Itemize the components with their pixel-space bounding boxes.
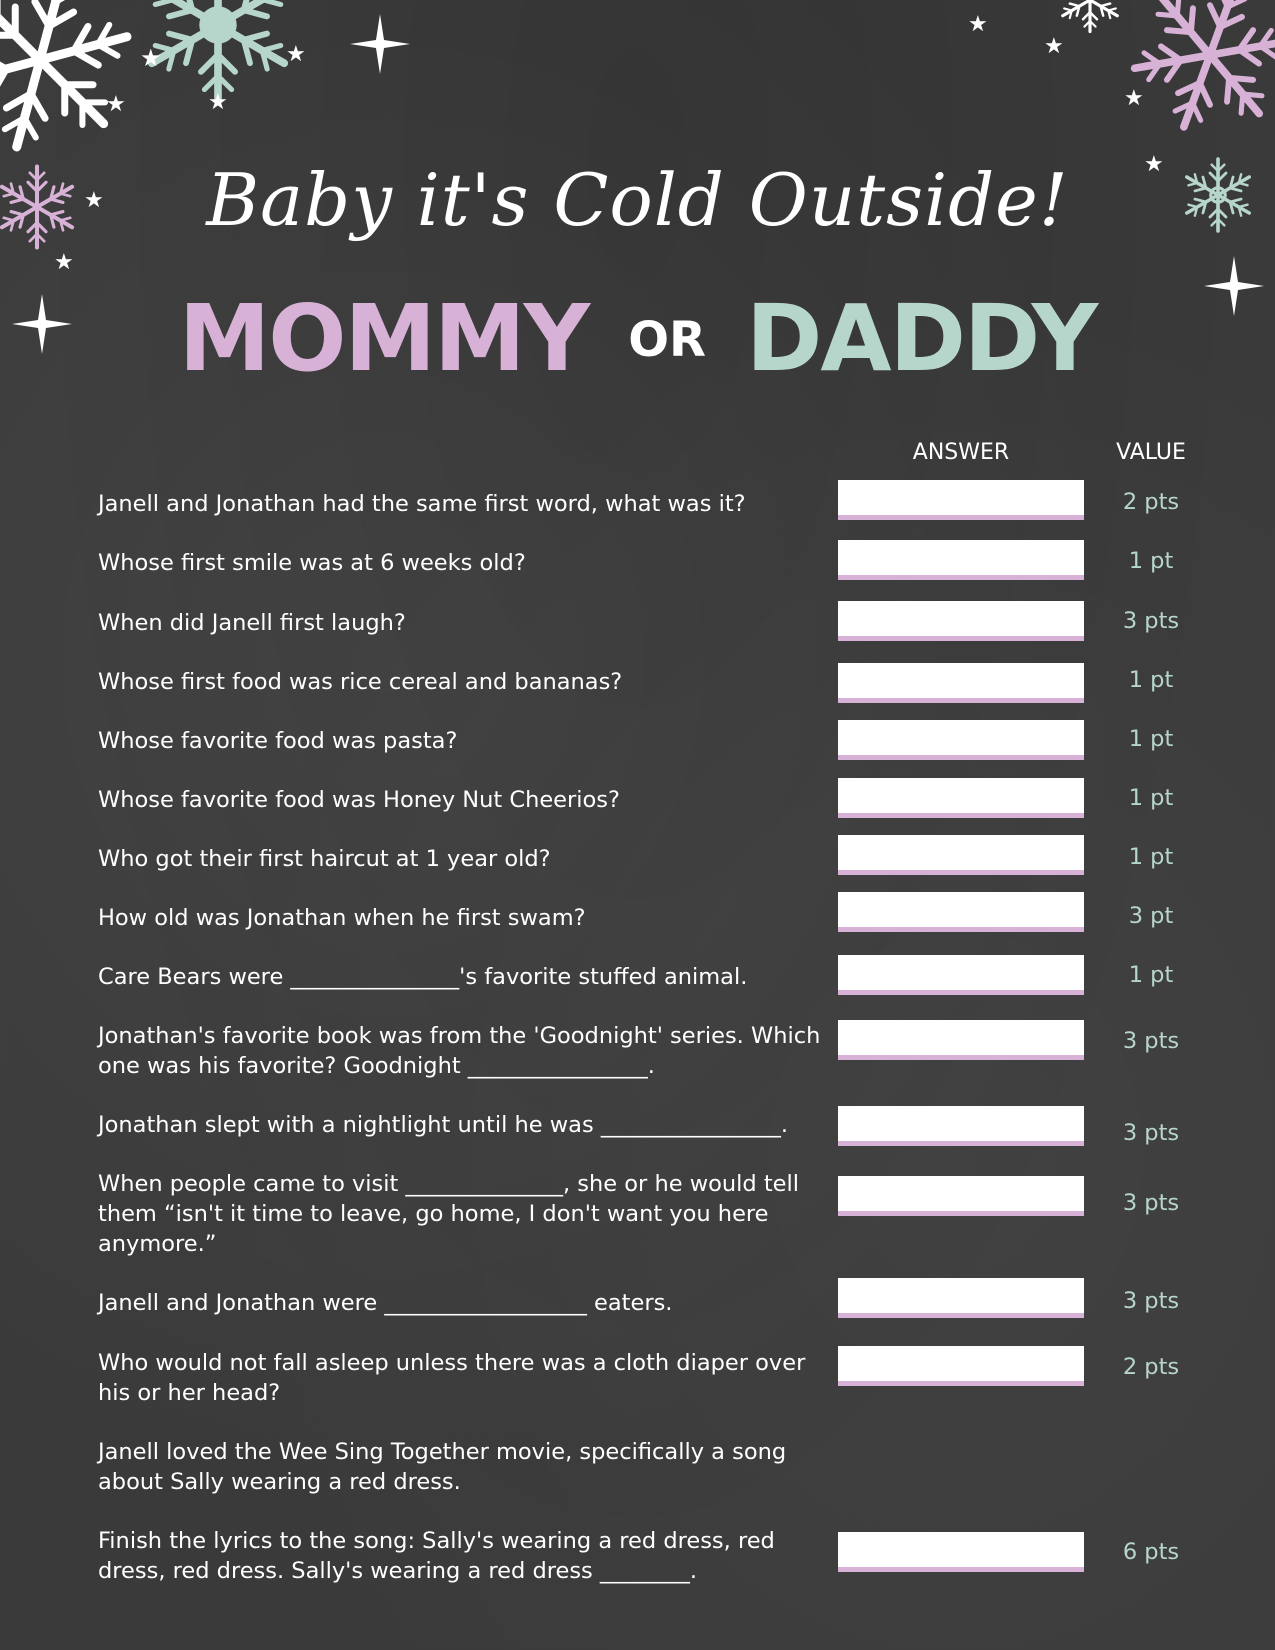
answer-box[interactable] [838,1106,1084,1146]
answer-box[interactable] [838,1020,1084,1060]
point-value: 1 pt [1128,844,1174,870]
answer-box[interactable] [838,1278,1084,1318]
point-value: 1 pt [1128,726,1174,752]
point-value: 6 pts [1122,1539,1180,1565]
star-icon: ★ [1044,34,1064,59]
question-text: Janell and Jonathan had the same first word, what was it? [98,491,746,517]
star-icon: ★ [286,42,306,67]
sparkle-icon [350,14,410,74]
question-text: Finish the lyrics to the song: Sally's wearing a red dress, red dress, red dress. Sally's wearing a red dress ________. [98,1528,775,1584]
snowflake-icon [1120,0,1275,140]
question-text: When people came to visit ______________, she or he would tell them “isn't it time to leave, go home, I don't want you here anymore.” [98,1171,799,1257]
star-icon: ★ [84,188,104,213]
game-subtitle [0,285,1275,392]
star-icon: ★ [54,250,74,275]
question-text: Whose favorite food was pasta? [98,728,458,754]
answer-box[interactable] [838,955,1084,995]
question-text: Who would not fall asleep unless there was a cloth diaper over his or her head? [98,1350,806,1406]
question-text: Jonathan slept with a nightlight until he was ________________. [98,1112,788,1138]
answer-box[interactable] [838,601,1084,641]
answer-box[interactable] [838,1176,1084,1216]
answer-box[interactable] [838,720,1084,760]
question-text: Whose favorite food was Honey Nut Cheerios? [98,787,620,813]
daddy-label: DADDY [746,285,1097,392]
point-value: 1 pt [1128,785,1174,811]
question-text: Who got their first haircut at 1 year old? [98,846,551,872]
answer-box[interactable] [838,540,1084,580]
point-value: 1 pt [1128,962,1174,988]
star-icon: ★ [1124,86,1144,111]
question-text: Janell loved the Wee Sing Together movie, specifically a song about Sally wearing a red dress. [98,1439,787,1495]
question-text: Janell and Jonathan were __________________ eaters. [98,1290,673,1316]
answer-box[interactable] [838,663,1084,703]
page-title: Baby it's Cold Outside! [206,158,1069,242]
point-value: 3 pts [1122,1120,1180,1146]
point-value: 3 pt [1128,903,1174,929]
star-icon: ★ [968,12,988,37]
point-value: 3 pts [1122,608,1180,634]
point-value: 2 pts [1122,1354,1180,1380]
answer-box[interactable] [838,1532,1084,1572]
or-label: OR [628,312,706,368]
star-icon: ★ [1144,152,1164,177]
question-text: How old was Jonathan when he first swam? [98,905,586,931]
question-text: Whose first smile was at 6 weeks old? [98,550,526,576]
point-value: 1 pt [1128,548,1174,574]
star-icon: ★ [106,92,126,117]
value-column-header: VALUE [1116,440,1186,465]
point-value: 2 pts [1122,489,1180,515]
answer-box[interactable] [838,892,1084,932]
mommy-label: MOMMY [178,285,589,392]
answer-box[interactable] [838,835,1084,875]
star-icon: ★ [140,44,162,72]
answer-box[interactable] [838,1346,1084,1386]
point-value: 3 pts [1122,1190,1180,1216]
question-text: Jonathan's favorite book was from the 'Goodnight' series. Which one was his favorite? Goodnight ________________. [98,1023,821,1079]
question-text: Care Bears were _______________'s favorite stuffed animal. [98,964,748,990]
question-text: Whose first food was rice cereal and bananas? [98,669,623,695]
answer-box[interactable] [838,778,1084,818]
point-value: 1 pt [1128,667,1174,693]
point-value: 3 pts [1122,1288,1180,1314]
point-value: 3 pts [1122,1028,1180,1054]
answer-column-header: ANSWER [912,440,1010,465]
star-icon: ★ [208,90,228,115]
answer-box[interactable] [838,480,1084,520]
question-text: When did Janell first laugh? [98,610,406,636]
